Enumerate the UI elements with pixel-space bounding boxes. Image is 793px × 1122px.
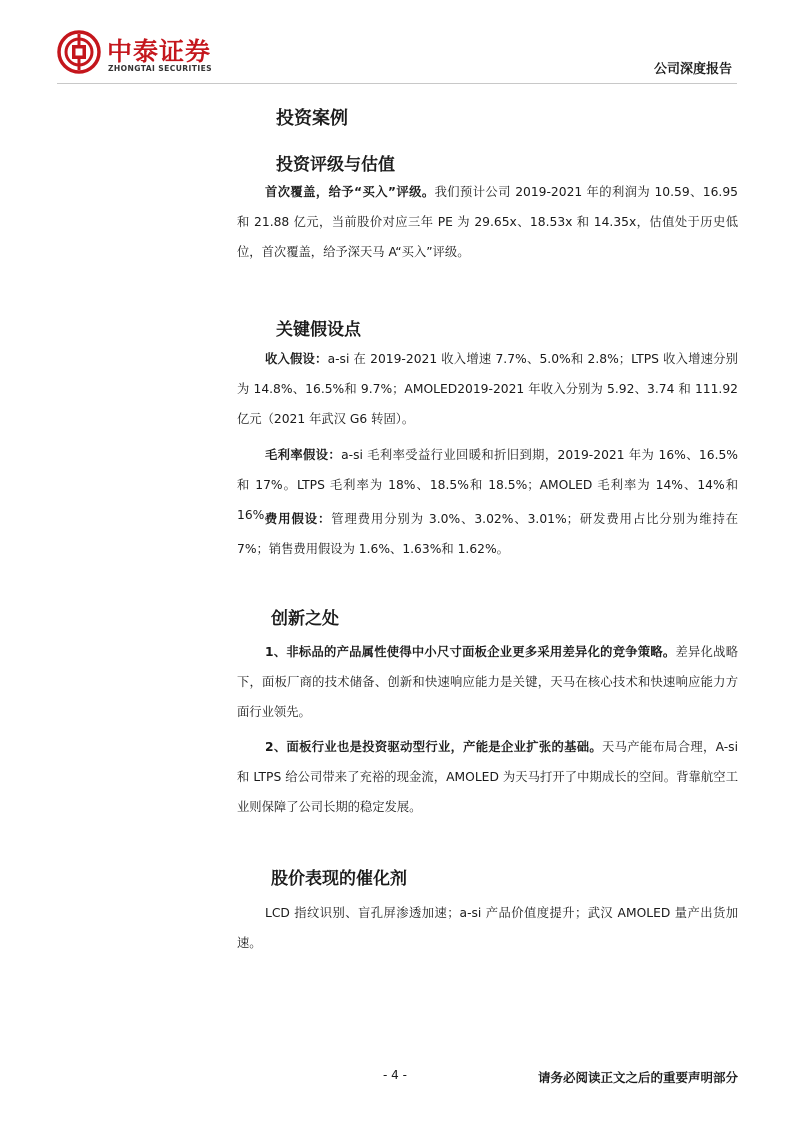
section-heading-innovation: 创新之处 (271, 609, 339, 629)
page-title: 投资案例 (276, 108, 348, 129)
catalyst-paragraph: LCD 指纹识别、盲孔屏渗透加速；a-si 产品价值度提升；武汉 AMOLED 量产出货加速。 (237, 906, 738, 950)
innovation-point-2 (237, 732, 738, 822)
assumption-margin-body: a-si 毛利率受益行业回暖和折旧到期，2019-2021 年为 16%、16.5%和 17%。LTPS 毛利率为 18%、18.5%和 18.5%；AMOLED 毛利率为 14%、14%和 16%。 (237, 448, 738, 522)
assumption-revenue-paragraph (237, 344, 738, 434)
zhongtai-logo-icon (57, 30, 101, 74)
section-heading-assumptions: 关键假设点 (276, 320, 361, 340)
report-type-label: 公司深度报告 (653, 62, 732, 77)
assumption-revenue-lead: 收入假设： (265, 352, 328, 366)
assumption-expense-lead: 费用假设： (265, 512, 332, 526)
assumption-revenue-body: a-si 在 2019-2021 收入增速 7.7%、5.0%和 2.8%；LTPS 收入增速分别为 14.8%、16.5%和 9.7%；AMOLED2019-2021 年收入分别为 5.92、3.74 和 111.92 亿元（2021 年武汉 G6 转固）。 (237, 352, 738, 426)
logo-english-name: ZHONGTAI SECURITIES (108, 64, 213, 73)
innovation-point-1-lead: 1、非标品的产品属性使得中小尺寸面板企业更多采用差异化的竞争策略。 (265, 645, 676, 659)
innovation-point-1 (237, 637, 738, 727)
assumption-margin-lead: 毛利率假设： (265, 448, 342, 462)
innovation-point-2-body: 天马产能布局合理，A-si 和 LTPS 给公司带来了充裕的现金流，AMOLED 为天马打开了中期成长的空间。背靠航空工业则保障了公司长期的稳定发展。 (237, 740, 739, 814)
rating-lead: 首次覆盖，给予“买入”评级。 (265, 185, 435, 199)
section-heading-catalyst: 股价表现的催化剂 (271, 869, 407, 889)
innovation-point-2-lead: 2、面板行业也是投资驱动型行业，产能是企业扩张的基础。 (265, 740, 603, 754)
company-logo (57, 30, 242, 78)
assumption-expense-paragraph (237, 504, 738, 564)
logo-chinese-name: 中泰证券 (107, 37, 212, 66)
rating-body: 我们预计公司 2019-2021 年的利润为 10.59、16.95 和 21.88 亿元，当前股价对应三年 PE 为 29.65x、18.53x 和 14.35x，估值处于历史低位，首次覆盖，给予深天马 A“买入”评级。 (237, 185, 738, 259)
page-header (0, 0, 793, 90)
header-divider (57, 83, 737, 84)
innovation-point-1-body: 差异化战略下，面板厂商的技术储备、创新和快速响应能力是关键，天马在核心技术和快速响应能力方面行业领先。 (237, 645, 738, 719)
assumption-expense-body: 管理费用分别为 3.0%、3.02%、3.01%；研发费用占比分别为维持在 7%；销售费用假设为 1.6%、1.63%和 1.62%。 (237, 512, 738, 556)
rating-paragraph (237, 177, 738, 267)
disclaimer-note: 请务必阅读正文之后的重要声明部分 (537, 1070, 738, 1085)
section-heading-rating: 投资评级与估值 (276, 155, 395, 175)
page-number: - 4 - (383, 1068, 407, 1082)
